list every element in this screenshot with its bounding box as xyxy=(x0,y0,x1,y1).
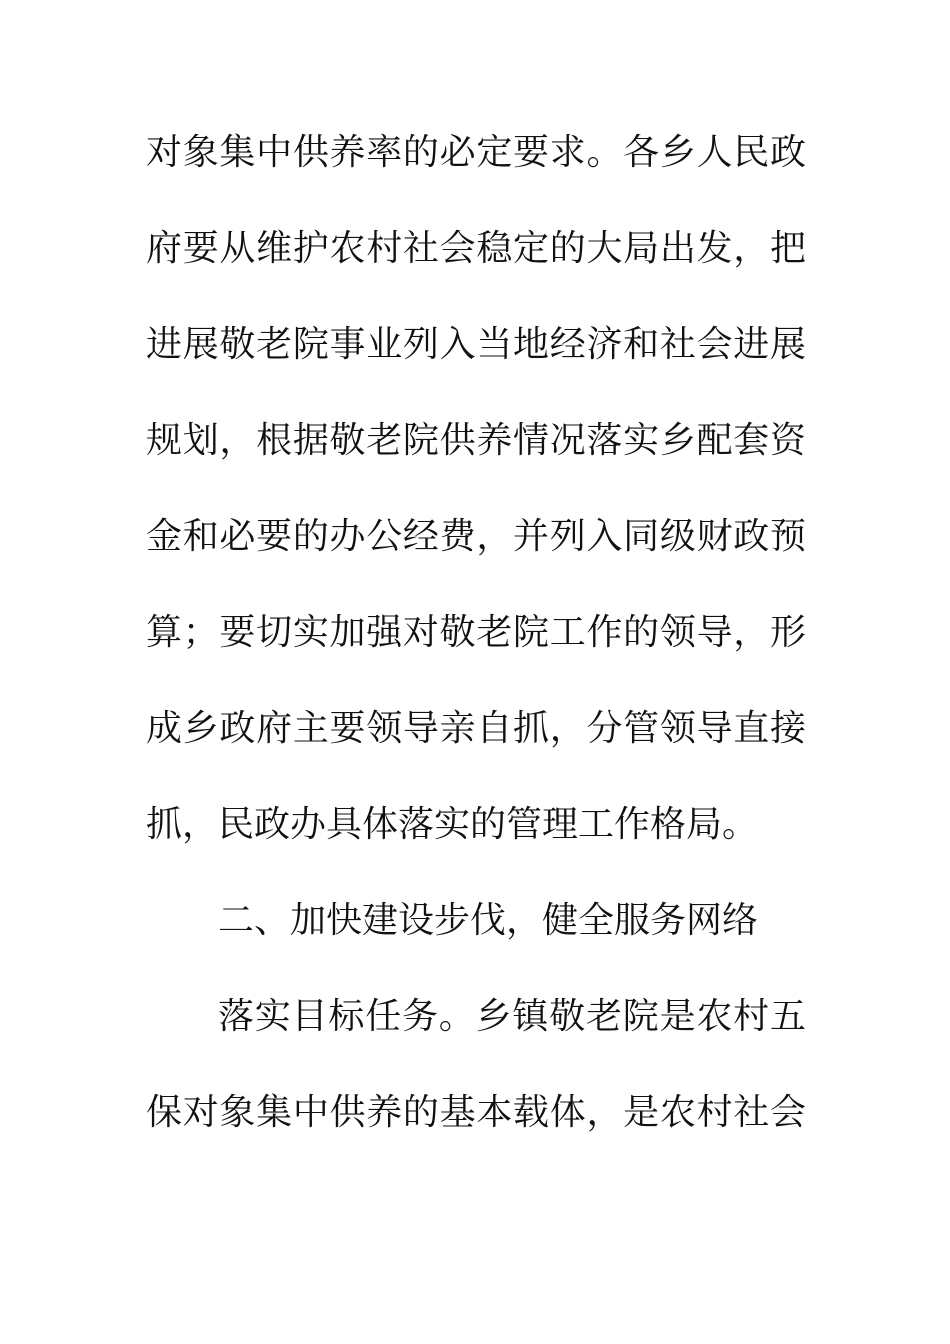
paragraph-line: 府要从维护农村社会稳定的大局出发，把 xyxy=(146,228,806,269)
paragraph-line: 规划，根据敬老院供养情况落实乡配套资 xyxy=(146,420,806,461)
paragraph-line: 落实目标任务。乡镇敬老院是农村五 xyxy=(218,996,806,1037)
paragraph-line: 保对象集中供养的基本载体，是农村社会 xyxy=(146,1092,806,1133)
paragraph-line: 算；要切实加强对敬老院工作的领导，形 xyxy=(146,612,806,653)
section-heading: 二、加快建设步伐，健全服务网络 xyxy=(218,900,759,941)
paragraph-line: 对象集中供养率的必定要求。各乡人民政 xyxy=(146,132,806,173)
paragraph-line: 进展敬老院事业列入当地经济和社会进展 xyxy=(146,324,806,365)
paragraph-line: 抓，民政办具体落实的管理工作格局。 xyxy=(146,804,759,845)
paragraph-line: 金和必要的办公经费，并列入同级财政预 xyxy=(146,516,806,557)
paragraph-line: 成乡政府主要领导亲自抓，分管领导直接 xyxy=(146,708,806,749)
